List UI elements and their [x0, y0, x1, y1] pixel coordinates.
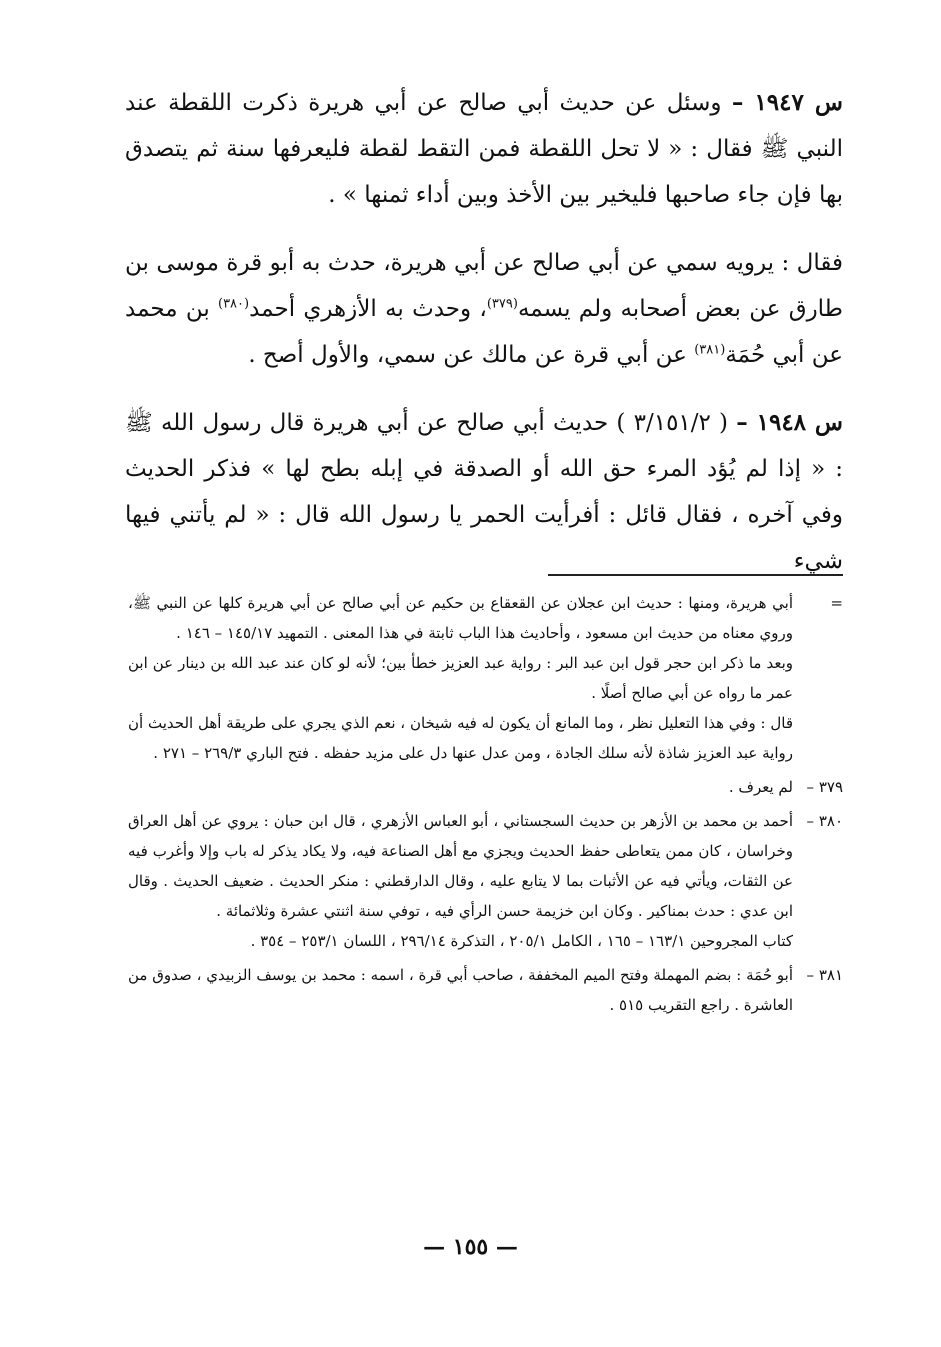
footnote-line: لم يعرف .: [728, 778, 793, 796]
footnote-line: وبعد ما ذكر ابن حجر قول ابن عبد البر : رواية عبد العزيز خطأ بين؛ لأنه لو كان عند عبد الله بن دينار عن ابن عمر ما رواه عن أبي صالح أصلًا .: [128, 654, 793, 702]
page-number: — ١٥٥ —: [423, 1234, 518, 1260]
footnote-body: [128, 588, 793, 768]
question-1948: [125, 400, 843, 584]
answer-text-3: بن محمد عن أبي حُمَة: [125, 296, 843, 368]
question-1947: [125, 80, 843, 218]
footnote-body: [128, 960, 793, 1020]
answer-paragraph: [125, 240, 843, 378]
footnote-line: أحمد بن محمد بن الأزهر بن حديث السجستاني ، أبو العباس الأزهري ، قال ابن حبان : يروي عن أهل العراق وخراسان ، كان ممن يتعاطى حفظ الحديث ويجزي مع أهل الصناعة فيه، ولا يكاد يذكر له باب وإلا وأغرب فيه عن الثقات، ويأتي فيه عن الأثبات بما لا يتابع عليه ، وقال الدارقطني : منكر الحديث . ضعيف الحديث . وقال ابن عدي : حدث بمناكير . وكان ابن خزيمة حسن الرأي فيه ، توفي سنة اثنتي عشرة وثلاثمائة .: [128, 812, 793, 920]
question-text: ( ٣/١٥١/٢ ) حديث أبي صالح عن أبي هريرة قال رسول الله ﷺ : « إذا لم يُؤد المرء حق الله أو الصدقة في إبله بطح لها » فذكر الحديث وفي آخره ، فقال قائل : أفرأيت الحمر يا رسول الله قال : « لم يأتني فيها شيء: [125, 410, 843, 574]
footnote-ref-379: (٣٧٩): [486, 296, 518, 312]
footnotes: [128, 588, 843, 1024]
footnote-continued: [128, 588, 843, 768]
footnote-ref-380: (٣٨٠): [218, 296, 250, 312]
footnote-body: [128, 772, 793, 802]
footnote-mark: ٣٨١ –: [806, 966, 843, 984]
footnote-mark: ٣٧٩ –: [806, 778, 843, 796]
answer-text-4: عن أبي قرة عن مالك عن سمي، والأول أصح .: [248, 342, 695, 368]
footnote-mark: =: [830, 594, 843, 612]
main-text: [125, 80, 843, 606]
question-number: س ١٩٤٧ –: [731, 89, 843, 116]
question-number: س ١٩٤٨ –: [736, 409, 843, 436]
footnote-divider: [548, 574, 843, 576]
answer-text-2: ، وحدث به الأزهري أحمد: [249, 296, 487, 322]
footnote-line: قال : وفي هذا التعليل نظر ، وما المانع أن يكون له فيه شيخان ، نعم الذي يجري على طريقة أهل الحديث أن رواية عبد العزيز شاذة لأنه سلك الجادة ، ومن عدل عنها دل على مزيد حفظه . فتح الباري ٢٦٩/٣ – ٢٧١ .: [128, 714, 793, 762]
footnote-body: [128, 806, 793, 956]
answer-text-1: فقال : يرويه سمي عن أبي صالح عن أبي هريرة، حدث به أبو قرة موسى بن طارق عن بعض أصحابه ولم يسمه: [125, 250, 843, 322]
footnote-line: أبي هريرة، ومنها : حديث ابن عجلان عن القعقاع بن حكيم عن أبي صالح عن أبي هريرة كلها عن النبي ﷺ، وروي معناه من حديث ابن مسعود ، وأحاديث هذا الباب ثابتة في هذا المعنى . التمهيد ١٤٥/١٧ – ١٤٦ .: [128, 594, 793, 642]
footnote-mark: ٣٨٠ –: [806, 812, 843, 830]
footnote-line: كتاب المجروحين ١٦٣/١ – ١٦٥ ، الكامل ٢٠٥/١ ، التذكرة ٢٩٦/١٤ ، اللسان ٢٥٣/١ – ٣٥٤ .: [250, 932, 793, 950]
footnote-line: أبو حُمَة : بضم المهملة وفتح الميم المخففة ، صاحب أبي قرة ، اسمه : محمد بن يوسف الزبيدي ، صدوق من العاشرة . راجع التقريب ٥١٥ .: [128, 966, 793, 1014]
footnote-381: [128, 960, 843, 1020]
footnote-379: [128, 772, 843, 802]
question-text: وسئل عن حديث أبي صالح عن أبي هريرة ذكرت اللقطة عند النبي ﷺ فقال : « لا تحل اللقطة فمن التقط لقطة فليعرفها سنة ثم يتصدق بها فإن جاء صاحبها فليخير بين الأخذ وبين أداء ثمنها » .: [125, 90, 843, 208]
footnote-380: [128, 806, 843, 956]
footnote-ref-381: (٣٨١): [694, 342, 726, 358]
